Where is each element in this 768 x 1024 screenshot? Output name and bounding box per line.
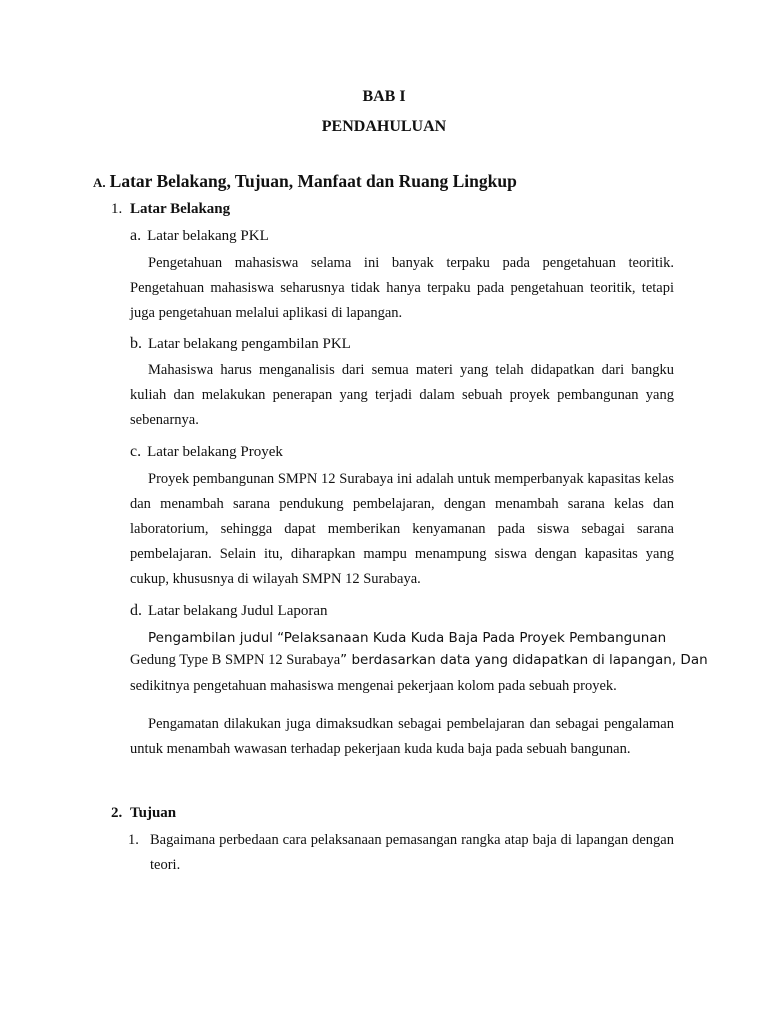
item-a-letter: a. (130, 227, 142, 244)
subsection-1-heading (111, 201, 230, 218)
subsection-1-number: 1. (111, 201, 123, 217)
item-b-title: Latar belakang pengambilan PKL (148, 336, 351, 352)
tujuan-item-number: 1. (128, 832, 139, 848)
item-b-paragraph: Mahasiswa harus menganalisis dari semua materi yang telah didapatkan dari bangku kuliah dan melakukan penerapan yang terjadi dalam sebuah proyek pembangunan yang sebenarnya. (130, 362, 674, 428)
item-c-title: Latar belakang Proyek (147, 444, 283, 460)
subsection-2-number: 2. (111, 805, 123, 821)
item-a-heading (130, 227, 269, 245)
subsection-1-title: Latar Belakang (130, 201, 231, 217)
chapter-title: PENDAHULUAN (321, 118, 447, 135)
item-d-letter: d. (130, 602, 142, 619)
subsection-2-title: Tujuan (130, 805, 177, 821)
item-a-title: Latar belakang PKL (147, 228, 269, 244)
item-d-line-1: Pengambilan judul “Pelaksanaan Kuda Kuda Baja Pada Proyek Pembangunan (148, 630, 667, 646)
item-d-heading (130, 602, 328, 620)
item-c-paragraph: Proyek pembangunan SMPN 12 Surabaya ini adalah untuk memperbanyak kapasitas kelas dan menambah sarana pendukung pembelajaran, dengan menambah sarana kelas dan laboratorium, sehingga dapat memberikan kenyamanan pada siswa sebagai sarana pembelajaran. Selain itu, diharapkan mampu menampung siswa dengan kapasitas yang cukup, khususnya di wilayah SMPN 12 Surabaya. (130, 471, 674, 587)
item-c-heading (130, 443, 283, 461)
closing-paragraph: Pengamatan dilakukan juga dimaksudkan sebagai pembelajaran dan sebagai pengalaman untuk menambah wawasan terhadap pekerjaan kuda kuda baja pada sebuah bangunan. (130, 716, 674, 757)
chapter-label: BAB I (362, 88, 406, 105)
item-b-letter: b. (130, 335, 142, 352)
item-c-letter: c. (130, 443, 142, 460)
item-b-heading (130, 335, 351, 353)
section-a-title: Latar Belakang, Tujuan, Manfaat dan Ruang Lingkup (109, 171, 517, 191)
subsection-2-heading (111, 805, 176, 822)
item-d-title: Latar belakang Judul Laporan (148, 603, 328, 619)
item-d-line-2: Gedung Type B SMPN 12 Surabaya” berdasarkan data yang didapatkan di lapangan, Dan (130, 652, 708, 668)
section-a-heading (93, 171, 517, 192)
item-a-paragraph: Pengetahuan mahasiswa selama ini banyak terpaku pada pengetahuan teoritik. Pengetahuan mahasiswa seharusnya tidak hanya terpaku pada pengetahuan teoritik, tetapi juga pengetahuan melalui aplikasi di lapangan. (130, 255, 674, 321)
item-d-line-3: sedikitnya pengetahuan mahasiswa mengenai pekerjaan kolom pada sebuah proyek. (130, 678, 617, 694)
tujuan-item-text: Bagaimana perbedaan cara pelaksanaan pemasangan rangka atap baja di lapangan dengan teori. (150, 832, 674, 873)
section-a-marker: A. (93, 175, 106, 190)
